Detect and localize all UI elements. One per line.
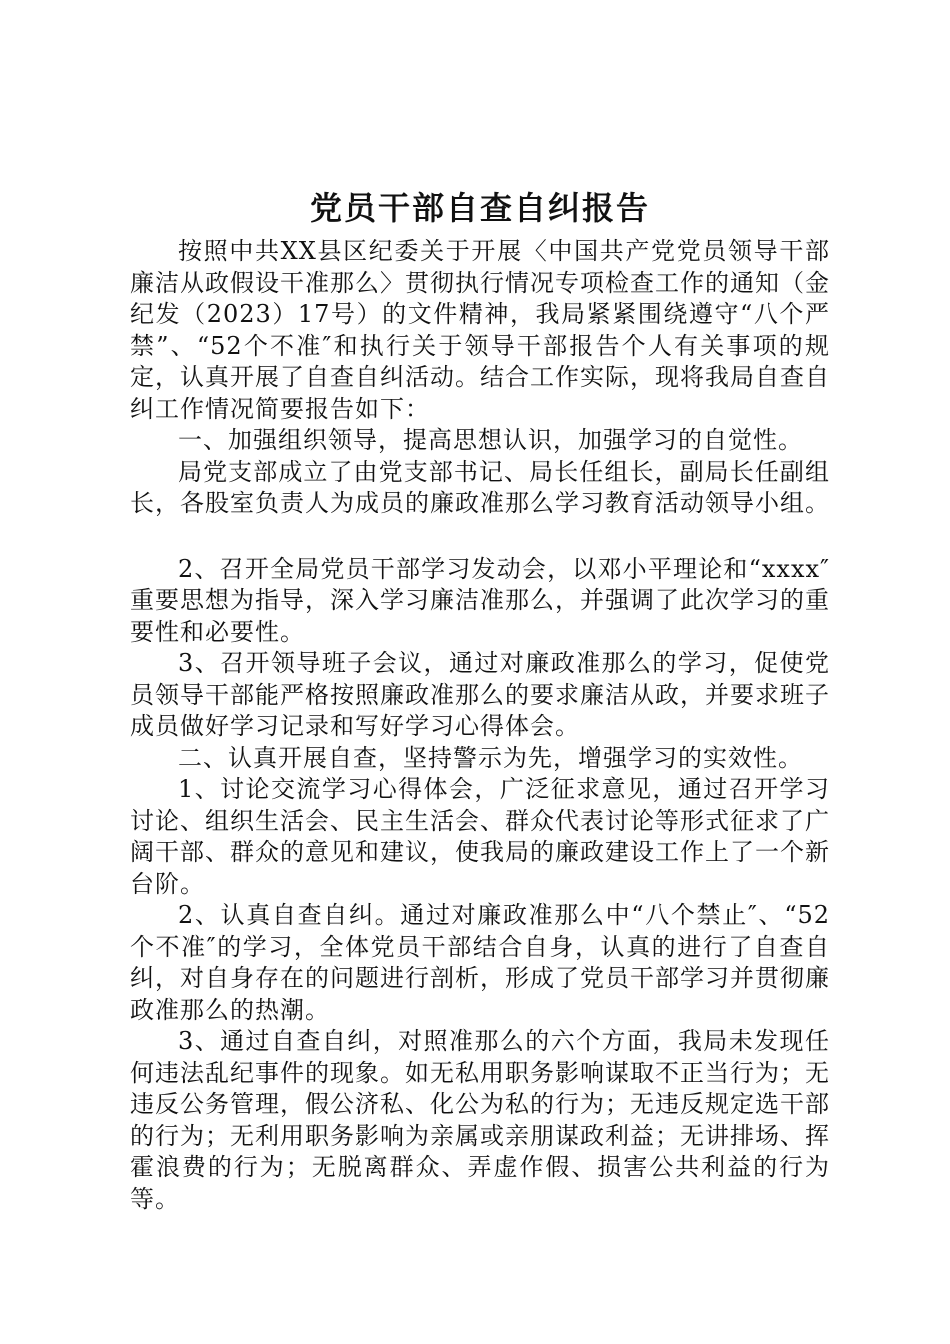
document-page [130,180,830,1215]
paragraph-item-3-findings: 3、通过自查自纠，对照准那么的六个方面，我局未发现任何违法乱纪事件的现象。如无私用职务影响谋取不正当行为；无违反公务管理，假公济私、化公为私的行为；无违反规定选干部的行为；无利用职务影响为亲属或亲朋谋政利益；无讲排场、挥霍浪费的行为；无脱离群众、弄虚作假、损害公共利益的行为等。 [130,1027,830,1213]
paragraph-leadership-group: 局党支部成立了由党支部书记、局长任组长，副局长任副组长，各股室负责人为成员的廉政准那么学习教育活动领导小组。 [130,457,830,517]
paragraph-item-2-mobilization: 2、召开全局党员干部学习发动会，以邓小平理论和“xxxx″重要思想为指导，深入学习廉洁准那么，并强调了此次学习的重要性和必要性。 [130,554,830,646]
paragraph-section-1-heading: 一、加强组织领导，提高思想认识，加强学习的自觉性。 [178,426,803,454]
paragraph-intro: 按照中共XX县区纪委关于开展〈中国共产党党员领导干部廉洁从政假设干准那么〉贯彻执行情况专项检查工作的通知（金纪发（2023）17号）的文件精神，我局紧紧围绕遵守“八个严禁”、“52个不准″和执行关于领导干部报告个人有关事项的规定，认真开展了自查自纠活动。结合工作实际，现将我局自查自纠工作情况简要报告如下： [130,237,830,423]
paragraph-item-3-meeting: 3、召开领导班子会议，通过对廉政准那么的学习，促使党员领导干部能严格按照廉政准那么的要求廉洁从政，并要求班子成员做好学习记录和写好学习心得体会。 [130,649,830,740]
paragraph-section-2-heading: 二、认真开展自查，坚持警示为先，增强学习的实效性。 [178,743,803,772]
paragraph-item-2-self-check: 2、认真自查自纠。通过对廉政准那么中“八个禁止″、“52个不准″的学习，全体党员干部结合自身，认真的进行了自查自纠，对自身存在的问题进行剖析，形成了党员干部学习并贯彻廉政准那么的热潮。 [130,901,830,1024]
paragraph-gap [130,520,830,554]
paragraph-item-1-discussion: 1、讨论交流学习心得体会，广泛征求意见，通过召开学习讨论、组织生活会、民主生活会、群众代表讨论等形式征求了广阔干部、群众的意见和建议，使我局的廉政建设工作上了一个新台阶。 [130,775,830,898]
document-title: 党员干部自查自纠报告 [309,189,650,227]
